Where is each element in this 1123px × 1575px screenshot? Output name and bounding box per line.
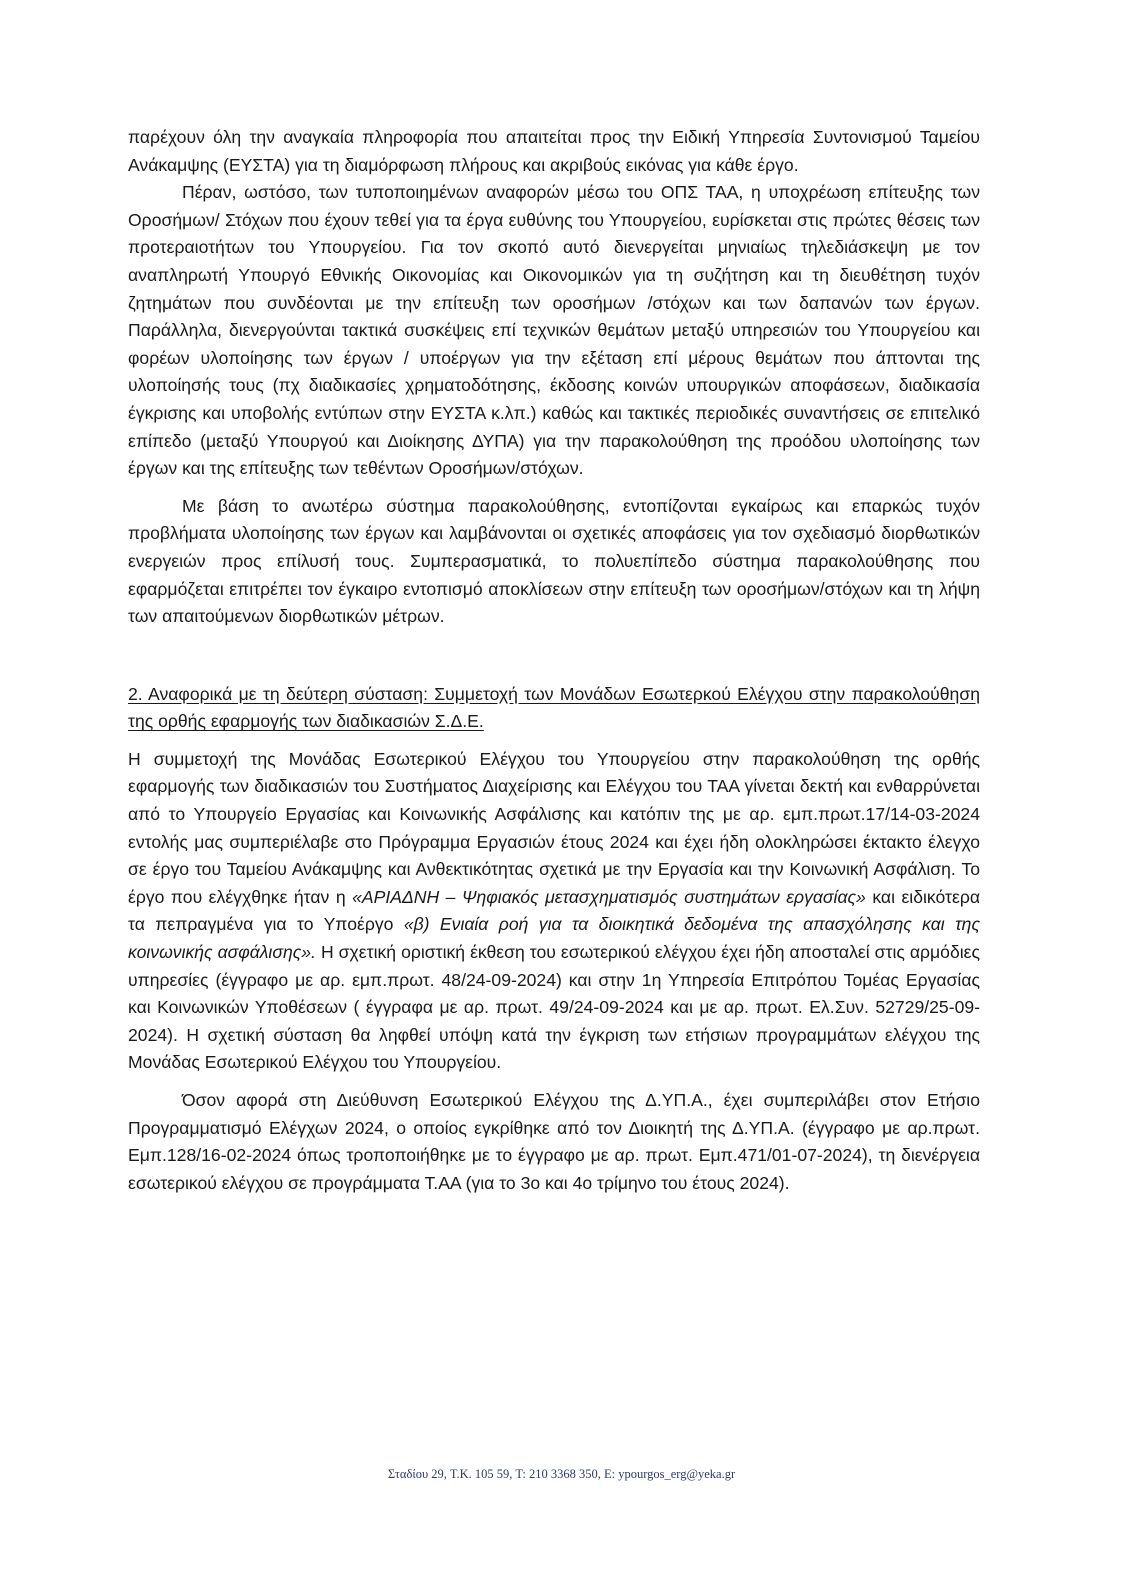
paragraph-dypa: Όσον αφορά στη Διεύθυνση Εσωτερικού Ελέγχου της Δ.ΥΠ.Α., έχει συμπεριλάβει στον Ετήσιο Προγραμματισμό Ελέγχων 2024, ο οποίος εγκρίθηκε από τον Διοικητή της Δ.ΥΠ.Α. (έγγραφο με αρ.πρωτ. Εμπ.128/16-02-2024 όπως τροποποιήθηκε με το έγγραφο με αρ. πρωτ. Εμπ.471/01-07-2024), τη διενέργεια εσωτερικού ελέγχου σε προγράμματα Τ.ΑΑ (για το 3ο και 4ο τρίμηνο του έτους 2024). (128, 1090, 980, 1193)
italic-subproject-title: «β) Ενιαία ροή για τα διοικητικά δεδομένα της απασχόλησης και της κοινωνικής ασφάλισης». (128, 914, 981, 963)
paragraph-internal-audit (128, 746, 980, 1077)
italic-project-title: «ΑΡΙΑΔΝΗ – Ψηφιακός μετασχηματισμός συστημάτων εργασίας» (352, 886, 866, 907)
section-heading-2: 2. Αναφορικά με τη δεύτερη σύσταση: Συμμετοχή των Μονάδων Εσωτερκού Ελέγχου στην παρακολούθηση της ορθής εφαρμογής των διαδικασιών Σ.Δ.Ε. (128, 683, 980, 732)
paragraph-continuation: παρέχουν όλη την αναγκαία πληροφορία που απαιτείται προς την Ειδική Υπηρεσία Συντονισμού Ταμείου Ανάκαμψης (ΕΥΣΤΑ) για τη διαμόρφωση πλήρους και ακριβούς εικόνας για κάθε έργο. (128, 127, 980, 175)
text-run: Η συμμετοχή της Μονάδας Εσωτερικού Ελέγχου του Υπουργείου στην παρακολούθηση της ορθής εφαρμογής των διαδικασιών του Συστήματος Διαχείρισης και Ελέγχου του ΤΑΑ γίνεται δεκτή και ενθαρρύνεται από το Υπουργείο Εργασίας και Κοινωνικής Ασφάλισης και κατόπιν της με αρ. εμπ.πρωτ.17/14-03-2024 εντολής μας συμπεριέλαβε στο Πρόγραμμα Εργασιών έτους 2024 και έχει ήδη ολοκληρώσει έκτακτο έλεγχο σε έργο του Ταμείου Ανάκαμψης και Ανθεκτικότητας σχετικά με την Εργασία και την Κοινωνική Ασφάλιση. Το έργο που ελέγχθηκε ήταν η (128, 748, 980, 907)
paragraph-conclusion: Με βάση το ανωτέρω σύστημα παρακολούθησης, εντοπίζονται εγκαίρως και επαρκώς τυχόν προβλήματα υλοποίησης των έργων και λαμβάνονται οι σχετικές αποφάσεις για τον σχεδιασμό διορθωτικών ενεργειών προς επίλυσή τους. Συμπερασματικά, το πολυεπίπεδο σύστημα παρακολούθησης που εφαρμόζεται επιτρέπει τον έγκαιρο εντοπισμό αποκλίσεων στην επίτευξη των οροσήμων/στόχων και τη λήψη των απαιτούμενων διορθωτικών μέτρων. (128, 495, 980, 627)
footer-address: Σταδίου 29, Τ.Κ. 105 59, Τ: 210 3368 350, E: ypourgos_erg@yeka.gr (387, 1467, 736, 1481)
paragraph-monitoring: Πέραν, ωστόσο, των τυποποιημένων αναφορών μέσω του ΟΠΣ ΤΑΑ, η υποχρέωση επίτευξης των Οροσήμων/ Στόχων που έχουν τεθεί για τα έργα ευθύνης του Υπουργείου, ευρίσκεται στις πρώτες θέσεις των προτεραιοτήτων του Υπουργείου. Για τον σκοπό αυτό διενεργείται μηνιαίως τηλεδιάσκεψη με τον αναπληρωτή Υπουργό Εθνικής Οικονομίας και Οικονομικών για τη συζήτηση και τη διευθέτηση τυχόν ζητημάτων που συνδέονται με την επίτευξη των οροσήμων /στόχων και των δαπανών των έργων. Παράλληλα, διενεργούνται τακτικά συσκέψεις επί τεχνικών θεμάτων μεταξύ υπηρεσιών του Υπουργείου και φορέων υλοποίησης των έργων / υποέργων για την εξέταση επί μέρους θεμάτων που άπτονται της υλοποίησής τους (πχ διαδικασίες χρηματοδότησης, έκδοσης κοινών υπουργικών αποφάσεων, διαδικασία έγκρισης και υποβολής εντύπων στην ΕΥΣΤΑ κ.λπ.) καθώς και τακτικές περιοδικές συναντήσεις σε επιτελικό επίπεδο (μεταξύ Υπουργού και Διοίκησης ΔΥΠΑ) για την παρακολούθηση της προόδου υλοποίησης των έργων και της επίτευξης των τεθέντων Οροσήμων/στόχων. (128, 182, 980, 479)
document-body (128, 124, 980, 1197)
text-run: Η σχετική οριστική έκθεση του εσωτερικού ελέγχου έχει ήδη αποσταλεί στις αρμόδιες υπηρεσίες (έγγραφο με αρ. εμπ.πρωτ. 48/24-09-2024) και στην 1η Υπηρεσία Επιτρόπου Τομέας Εργασίας και Κοινωνικών Υποθέσεων ( έγγραφα με αρ. πρωτ. 49/24-09-2024 και με αρ. πρωτ. Ελ.Συν. 52729/25-09-2024). Η σχετική σύσταση θα ληφθεί υπόψη κατά την έγκριση των ετήσιων προγραμμάτων ελέγχου της Μονάδας Εσωτερικού Ελέγχου του Υπουργείου. (128, 942, 980, 1073)
text-run: και ειδικότερα τα πεπραγμένα για το Υποέργο (128, 886, 981, 935)
